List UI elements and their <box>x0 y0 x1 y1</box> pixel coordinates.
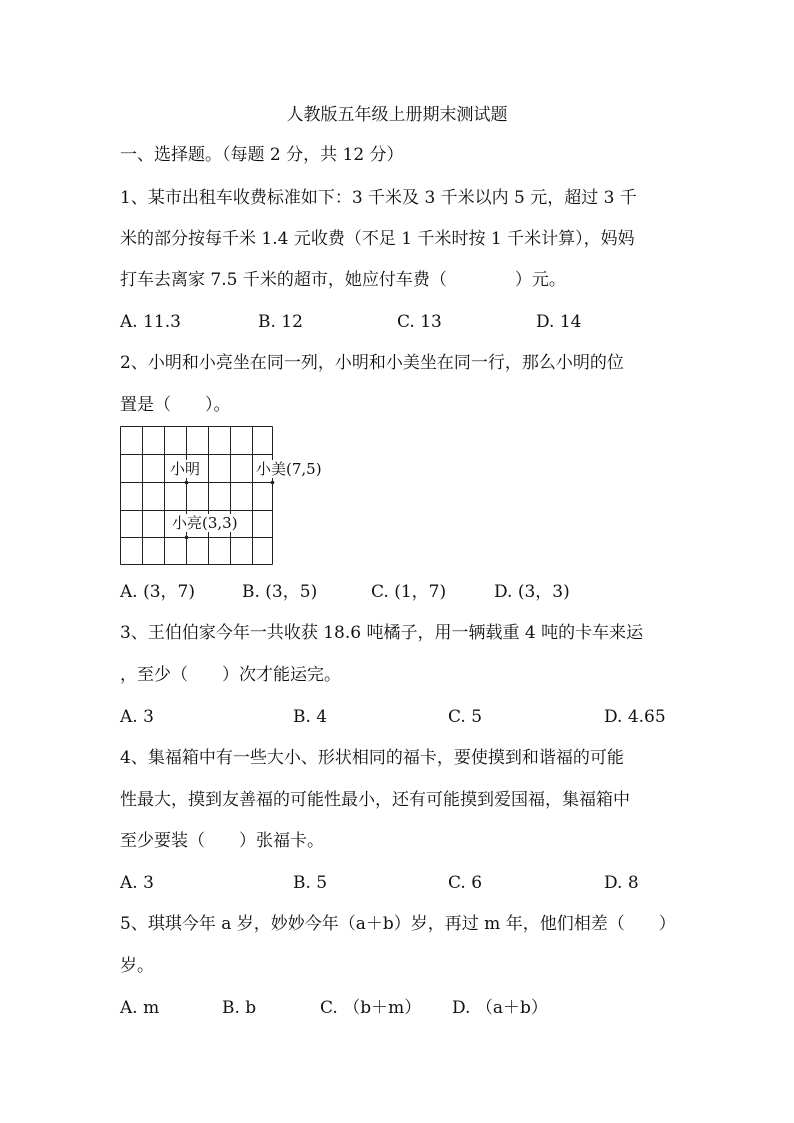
question-3-line-1: 3、王伯伯家今年一共收获 18.6 吨橘子，用一辆载重 4 吨的卡车来运 <box>120 623 644 643</box>
question-2-line-2: 置是（ ）。 <box>120 395 231 415</box>
question-5-option-c: C. （b＋m） <box>320 998 422 1018</box>
seat-grid-figure <box>120 426 320 566</box>
question-1-line-1: 1、某市出租车收费标准如下：3 千米及 3 千米以内 5 元，超过 3 千 <box>120 188 637 208</box>
question-2-option-a: A. (3，7) <box>120 582 195 602</box>
question-4-line-3: 至少要装（ ）张福卡。 <box>120 831 324 851</box>
xiaoming-point <box>185 481 189 485</box>
question-4-line-1: 4、集福箱中有一些大小、形状相同的福卡，要使摸到和谐福的可能 <box>120 748 624 768</box>
question-3-option-a: A. 3 <box>120 707 154 727</box>
question-4-line-2: 性最大，摸到友善福的可能性最小，还有可能摸到爱国福，集福箱中 <box>120 790 630 810</box>
question-1-option-c: C. 13 <box>397 312 442 332</box>
xiaoliang-point <box>185 536 189 540</box>
question-5-option-a: A. m <box>120 998 160 1018</box>
question-5-line-2: 岁。 <box>120 956 154 976</box>
question-1-option-b: B. 12 <box>258 312 303 332</box>
page-title: 人教版五年级上册期末测试题 <box>286 105 508 125</box>
question-3-option-b: B. 4 <box>293 707 328 727</box>
question-5-option-b: B. b <box>222 998 257 1018</box>
question-4-option-a: A. 3 <box>120 873 154 893</box>
xiaoliang-label: 小亮(3,3) <box>172 514 238 532</box>
question-3-option-d: D. 4.65 <box>604 707 666 727</box>
question-1-option-d: D. 14 <box>536 312 582 332</box>
question-1-line-3: 打车去离家 7.5 千米的超市，她应付车费（ ）元。 <box>120 270 566 290</box>
question-2-option-b: B. (3，5) <box>242 582 318 602</box>
xiaoming-label: 小明 <box>170 460 201 478</box>
xiaomei-point <box>271 481 275 485</box>
xiaomei-label: 小美(7,5) <box>256 460 322 478</box>
question-3-option-c: C. 5 <box>448 707 483 727</box>
section-heading: 一、选择题。（每题 2 分，共 12 分） <box>120 145 404 165</box>
question-2-option-c: C. (1，7) <box>371 582 447 602</box>
question-1-line-2: 米的部分按每千米 1.4 元收费（不足 1 千米时按 1 千米计算），妈妈 <box>120 229 635 249</box>
question-2-option-d: D. (3，3) <box>494 582 570 602</box>
question-2-line-1: 2、小明和小亮坐在同一列，小明和小美坐在同一行，那么小明的位 <box>120 353 624 373</box>
question-3-line-2: ，至少（ ）次才能运完。 <box>120 665 341 685</box>
question-4-option-b: B. 5 <box>293 873 328 893</box>
question-5-option-d: D. （a＋b） <box>452 998 548 1018</box>
question-5-line-1: 5、琪琪今年 a 岁，妙妙今年（a＋b）岁，再过 m 年，他们相差（ ） <box>120 914 676 934</box>
question-1-option-a: A. 11.3 <box>120 312 181 332</box>
question-4-option-d: D. 8 <box>604 873 639 893</box>
question-4-option-c: C. 6 <box>448 873 483 893</box>
seat-grid <box>120 426 320 566</box>
